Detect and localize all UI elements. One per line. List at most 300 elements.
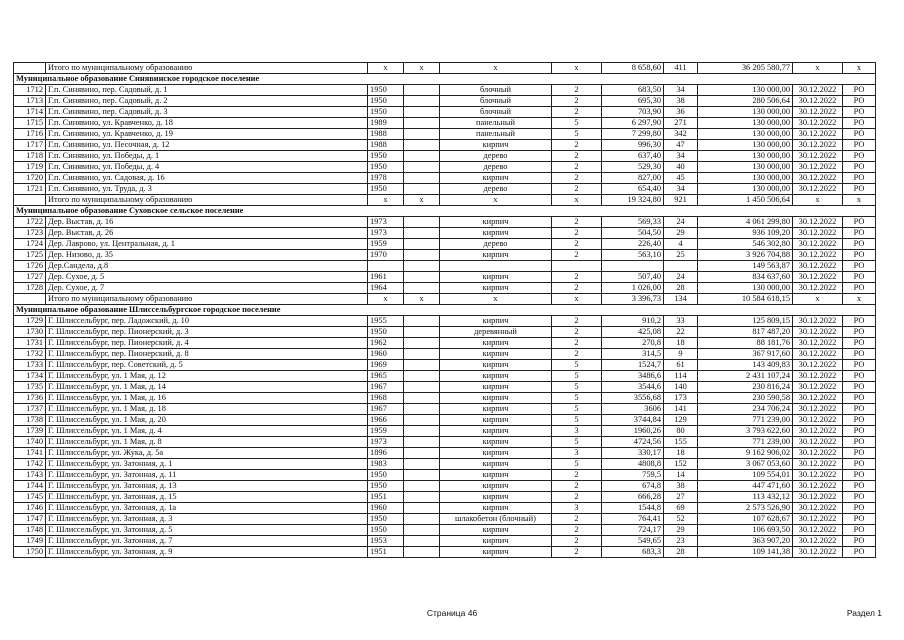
row-number-cell: 1730 [14, 327, 46, 338]
area-cell: 827,00 [602, 173, 664, 184]
cost-cell: 36 205 580,77 [698, 63, 793, 74]
row-number-cell: 1736 [14, 393, 46, 404]
reserved-cell: x [404, 294, 440, 305]
table-row [14, 140, 876, 151]
reserved-cell [404, 107, 440, 118]
method-cell: РО [843, 184, 876, 195]
table-row [14, 503, 876, 514]
row-number-cell: 1725 [14, 250, 46, 261]
build-year-cell: 1959 [368, 239, 404, 250]
cost-cell: 4 061 299,80 [698, 217, 793, 228]
address-cell: Дер. Выстав, д. 16 [46, 217, 368, 228]
cost-cell: 130 000,00 [698, 129, 793, 140]
table-row [14, 272, 876, 283]
method-cell: РО [843, 118, 876, 129]
build-year-cell: 1978 [368, 173, 404, 184]
floors-cell: 3 [552, 448, 602, 459]
row-number-cell: 1728 [14, 283, 46, 294]
row-number-cell: 1733 [14, 360, 46, 371]
wall-material-cell [440, 261, 552, 272]
build-year-cell: 1965 [368, 371, 404, 382]
deadline-cell: 30.12.2022 [793, 184, 843, 195]
reserved-cell [404, 404, 440, 415]
row-number-cell: 1719 [14, 162, 46, 173]
row-number-cell: 1713 [14, 96, 46, 107]
residents-cell: 155 [664, 437, 698, 448]
area-cell: 764,41 [602, 514, 664, 525]
cost-cell: 10 584 618,15 [698, 294, 793, 305]
build-year-cell: 1950 [368, 96, 404, 107]
area-cell: 425,08 [602, 327, 664, 338]
area-cell: 1 026,00 [602, 283, 664, 294]
deadline-cell: 30.12.2022 [793, 437, 843, 448]
area-cell: 3 396,73 [602, 294, 664, 305]
wall-material-cell: блочный [440, 96, 552, 107]
residents-cell: 173 [664, 393, 698, 404]
area-cell: 703,90 [602, 107, 664, 118]
cost-cell: 771 239,00 [698, 437, 793, 448]
reserved-cell [404, 382, 440, 393]
row-number-cell: 1735 [14, 382, 46, 393]
deadline-cell: 30.12.2022 [793, 217, 843, 228]
page-number: Страница 46 [426, 608, 478, 618]
area-cell: 683,3 [602, 547, 664, 558]
wall-material-cell: кирпич [440, 437, 552, 448]
table-row [14, 250, 876, 261]
address-cell: Г.п. Синявино, ул. Победы, д. 4 [46, 162, 368, 173]
method-cell: РО [843, 382, 876, 393]
table-row [14, 514, 876, 525]
build-year-cell: 1967 [368, 404, 404, 415]
wall-material-cell: кирпич [440, 371, 552, 382]
floors-cell: 2 [552, 217, 602, 228]
address-cell: Дер. Низово, д. 35 [46, 250, 368, 261]
wall-material-cell: кирпич [440, 140, 552, 151]
cost-cell: 771 239,00 [698, 415, 793, 426]
address-cell: Г. Шлиссельбург, пер. Советский, д. 5 [46, 360, 368, 371]
area-cell: 8 658,60 [602, 63, 664, 74]
build-year-cell: x [368, 195, 404, 206]
row-number-cell: 1744 [14, 481, 46, 492]
area-cell: 3544,6 [602, 382, 664, 393]
cost-cell: 363 907,20 [698, 536, 793, 547]
table-row [14, 481, 876, 492]
build-year-cell [368, 261, 404, 272]
build-year-cell: 1950 [368, 514, 404, 525]
area-cell: 683,50 [602, 85, 664, 96]
table-row [14, 327, 876, 338]
residents-cell: 152 [664, 459, 698, 470]
wall-material-cell: кирпич [440, 360, 552, 371]
cost-cell: 109 141,38 [698, 547, 793, 558]
row-number-cell: 1745 [14, 492, 46, 503]
residents-cell: 61 [664, 360, 698, 371]
address-cell: Г.п. Синявино, пер. Садовый, д. 2 [46, 96, 368, 107]
floors-cell: 2 [552, 492, 602, 503]
area-cell: 569,33 [602, 217, 664, 228]
row-number-cell: 1722 [14, 217, 46, 228]
wall-material-cell: шлакобетон (блочный) [440, 514, 552, 525]
build-year-cell: 1950 [368, 525, 404, 536]
residents-cell: 9 [664, 349, 698, 360]
row-number-cell: 1714 [14, 107, 46, 118]
area-cell: 654,40 [602, 184, 664, 195]
wall-material-cell: кирпич [440, 404, 552, 415]
floors-cell: 2 [552, 96, 602, 107]
area-cell: 3556,68 [602, 393, 664, 404]
build-year-cell: 1950 [368, 85, 404, 96]
wall-material-cell: деревянный [440, 327, 552, 338]
area-cell: 6 297,90 [602, 118, 664, 129]
row-number-cell: 1748 [14, 525, 46, 536]
build-year-cell: 1967 [368, 382, 404, 393]
residents-cell: 34 [664, 85, 698, 96]
floors-cell: 2 [552, 151, 602, 162]
method-cell: РО [843, 107, 876, 118]
residents-cell: 14 [664, 470, 698, 481]
build-year-cell: 1950 [368, 470, 404, 481]
table-row [14, 107, 876, 118]
cost-cell: 125 809,15 [698, 316, 793, 327]
build-year-cell: 1973 [368, 228, 404, 239]
build-year-cell: x [368, 294, 404, 305]
floors-cell: 2 [552, 338, 602, 349]
wall-material-cell: дерево [440, 162, 552, 173]
address-cell: Г. Шлиссельбург, ул. Затонная, д. 13 [46, 481, 368, 492]
area-cell: 724,17 [602, 525, 664, 536]
floors-cell: 2 [552, 184, 602, 195]
method-cell: РО [843, 481, 876, 492]
cost-cell: 113 432,12 [698, 492, 793, 503]
reserved-cell [404, 151, 440, 162]
deadline-cell: x [793, 195, 843, 206]
residents-cell: 27 [664, 492, 698, 503]
row-number-cell: 1729 [14, 316, 46, 327]
wall-material-cell: кирпич [440, 316, 552, 327]
wall-material-cell: панельный [440, 129, 552, 140]
method-cell: РО [843, 393, 876, 404]
address-cell: Г. Шлиссельбург, ул. 1 Мая, д. 4 [46, 426, 368, 437]
area-cell: 637,40 [602, 151, 664, 162]
reserved-cell [404, 514, 440, 525]
address-cell: Г. Шлиссельбург, ул. Затонная, д. 7 [46, 536, 368, 547]
address-cell: Г.п. Синявино, ул. Песочная, д. 12 [46, 140, 368, 151]
residents-cell: 25 [664, 250, 698, 261]
wall-material-cell: дерево [440, 184, 552, 195]
method-cell: РО [843, 514, 876, 525]
method-cell: РО [843, 437, 876, 448]
floors-cell: 5 [552, 437, 602, 448]
cost-cell: 230 816,24 [698, 382, 793, 393]
row-number-cell: 1747 [14, 514, 46, 525]
wall-material-cell: дерево [440, 239, 552, 250]
floors-cell: 5 [552, 382, 602, 393]
address-cell: Г. Шлиссельбург, ул. Затонная, д. 1а [46, 503, 368, 514]
wall-material-cell: кирпич [440, 448, 552, 459]
area-cell: 549,65 [602, 536, 664, 547]
method-cell: РО [843, 239, 876, 250]
reserved-cell [404, 173, 440, 184]
method-cell: x [843, 294, 876, 305]
row-number-cell: 1721 [14, 184, 46, 195]
floors-cell: 5 [552, 129, 602, 140]
cost-cell: 88 181,76 [698, 338, 793, 349]
address-cell: Г. Шлиссельбург, ул. Затонная, д. 15 [46, 492, 368, 503]
method-cell: РО [843, 217, 876, 228]
floors-cell: 2 [552, 316, 602, 327]
deadline-cell: 30.12.2022 [793, 426, 843, 437]
section-header-row [14, 206, 876, 217]
reserved-cell [404, 184, 440, 195]
residents-cell: 34 [664, 151, 698, 162]
floors-cell: 2 [552, 327, 602, 338]
section-label: Раздел 1 [846, 608, 882, 618]
deadline-cell: 30.12.2022 [793, 151, 843, 162]
method-cell: РО [843, 272, 876, 283]
floors-cell [552, 261, 602, 272]
address-cell: Итого по муниципальному образованию [46, 195, 368, 206]
row-number-cell: 1712 [14, 85, 46, 96]
residents-cell: 129 [664, 415, 698, 426]
reserved-cell [404, 272, 440, 283]
floors-cell: 2 [552, 349, 602, 360]
deadline-cell: 30.12.2022 [793, 173, 843, 184]
table-row [14, 382, 876, 393]
method-cell: РО [843, 96, 876, 107]
deadline-cell: 30.12.2022 [793, 547, 843, 558]
residents-cell: 29 [664, 525, 698, 536]
residents-cell: 24 [664, 217, 698, 228]
residents-cell: 38 [664, 96, 698, 107]
address-cell: Итого по муниципальному образованию [46, 63, 368, 74]
area-cell [602, 261, 664, 272]
row-number-cell: 1720 [14, 173, 46, 184]
row-number-cell: 1723 [14, 228, 46, 239]
reserved-cell [404, 327, 440, 338]
method-cell: x [843, 63, 876, 74]
build-year-cell: 1962 [368, 338, 404, 349]
address-cell: Г. Шлиссельбург, ул. Затонная, д. 3 [46, 514, 368, 525]
cost-cell: 936 109,20 [698, 228, 793, 239]
address-cell: Г. Шлиссельбург, ул. 1 Мая, д. 12 [46, 371, 368, 382]
wall-material-cell: кирпич [440, 481, 552, 492]
wall-material-cell: кирпич [440, 470, 552, 481]
residents-cell: 47 [664, 140, 698, 151]
cost-cell: 130 000,00 [698, 85, 793, 96]
address-cell: Г. Шлиссельбург, ул. Затонная, д. 11 [46, 470, 368, 481]
method-cell: РО [843, 250, 876, 261]
deadline-cell: 30.12.2022 [793, 316, 843, 327]
reserved-cell [404, 118, 440, 129]
area-cell: 529,30 [602, 162, 664, 173]
address-cell: Дер. Сухое, д. 5 [46, 272, 368, 283]
row-number-cell: 1737 [14, 404, 46, 415]
build-year-cell: 1968 [368, 393, 404, 404]
table-row [14, 360, 876, 371]
address-cell: Г. Шлиссельбург, ул. Затонная, д. 9 [46, 547, 368, 558]
total-row [14, 195, 876, 206]
floors-cell: 2 [552, 481, 602, 492]
cost-cell: 367 917,60 [698, 349, 793, 360]
build-year-cell: 1951 [368, 547, 404, 558]
method-cell: РО [843, 162, 876, 173]
reserved-cell [404, 492, 440, 503]
method-cell: РО [843, 129, 876, 140]
address-cell: Г. Шлиссельбург, ул. Жука, д. 5а [46, 448, 368, 459]
deadline-cell: 30.12.2022 [793, 349, 843, 360]
address-cell: Г.п. Синявино, ул. Садовая, д. 16 [46, 173, 368, 184]
area-cell: 4724,56 [602, 437, 664, 448]
row-number-cell: 1718 [14, 151, 46, 162]
deadline-cell: 30.12.2022 [793, 525, 843, 536]
build-year-cell: 1988 [368, 140, 404, 151]
build-year-cell: 1960 [368, 349, 404, 360]
area-cell: 3744,84 [602, 415, 664, 426]
method-cell: РО [843, 525, 876, 536]
wall-material-cell: кирпич [440, 459, 552, 470]
reserved-cell [404, 426, 440, 437]
cost-cell: 3 926 704,88 [698, 250, 793, 261]
build-year-cell: 1951 [368, 492, 404, 503]
floors-cell: 2 [552, 85, 602, 96]
floors-cell: x [552, 195, 602, 206]
cost-cell: 130 000,00 [698, 140, 793, 151]
cost-cell: 1 450 506,64 [698, 195, 793, 206]
reserved-cell [404, 239, 440, 250]
area-cell: 1524,7 [602, 360, 664, 371]
build-year-cell: x [368, 63, 404, 74]
table-row [14, 316, 876, 327]
wall-material-cell: кирпич [440, 415, 552, 426]
address-cell: Г. Шлиссельбург, ул. 1 Мая, д. 8 [46, 437, 368, 448]
deadline-cell: 30.12.2022 [793, 514, 843, 525]
method-cell: РО [843, 327, 876, 338]
table-row [14, 525, 876, 536]
deadline-cell: 30.12.2022 [793, 338, 843, 349]
area-cell: 1544,8 [602, 503, 664, 514]
row-number-cell: 1743 [14, 470, 46, 481]
row-number-cell: 1750 [14, 547, 46, 558]
cost-cell: 107 628,67 [698, 514, 793, 525]
table-row [14, 404, 876, 415]
cost-cell: 3 067 053,60 [698, 459, 793, 470]
cost-cell: 130 000,00 [698, 162, 793, 173]
address-cell: Г. Шлиссельбург, пер. Пионерский, д. 4 [46, 338, 368, 349]
wall-material-cell: кирпич [440, 338, 552, 349]
method-cell: РО [843, 349, 876, 360]
area-cell: 4808,8 [602, 459, 664, 470]
wall-material-cell: кирпич [440, 173, 552, 184]
residents-cell: 134 [664, 294, 698, 305]
wall-material-cell: кирпич [440, 217, 552, 228]
deadline-cell: 30.12.2022 [793, 382, 843, 393]
residents-cell: 69 [664, 503, 698, 514]
address-cell: Г. Шлиссельбург, пер. Пионерский, д. 8 [46, 349, 368, 360]
deadline-cell: 30.12.2022 [793, 536, 843, 547]
cost-cell: 106 693,50 [698, 525, 793, 536]
method-cell: РО [843, 547, 876, 558]
cost-cell: 130 000,00 [698, 151, 793, 162]
method-cell: РО [843, 536, 876, 547]
wall-material-cell: кирпич [440, 349, 552, 360]
wall-material-cell: блочный [440, 107, 552, 118]
table-row [14, 184, 876, 195]
cost-cell: 834 637,60 [698, 272, 793, 283]
deadline-cell: 30.12.2022 [793, 492, 843, 503]
deadline-cell: 30.12.2022 [793, 415, 843, 426]
address-cell: Дер.Сандела, д.8 [46, 261, 368, 272]
floors-cell: 5 [552, 404, 602, 415]
area-cell: 996,30 [602, 140, 664, 151]
reserved-cell [404, 360, 440, 371]
area-cell: 314,5 [602, 349, 664, 360]
floors-cell: 2 [552, 525, 602, 536]
build-year-cell: 1970 [368, 250, 404, 261]
floors-cell: 2 [552, 140, 602, 151]
cost-cell: 9 162 906,02 [698, 448, 793, 459]
cost-cell: 130 000,00 [698, 283, 793, 294]
reserved-cell [404, 470, 440, 481]
wall-material-cell: дерево [440, 151, 552, 162]
deadline-cell: 30.12.2022 [793, 239, 843, 250]
area-cell: 7 299,80 [602, 129, 664, 140]
deadline-cell: 30.12.2022 [793, 404, 843, 415]
cost-cell: 447 471,60 [698, 481, 793, 492]
method-cell: РО [843, 228, 876, 239]
reserved-cell [404, 338, 440, 349]
table-row [14, 283, 876, 294]
method-cell: РО [843, 426, 876, 437]
reserved-cell [404, 217, 440, 228]
address-cell: Г. Шлиссельбург, ул. 1 Мая, д. 18 [46, 404, 368, 415]
wall-material-cell: кирпич [440, 382, 552, 393]
floors-cell: 5 [552, 415, 602, 426]
residents-cell: 22 [664, 327, 698, 338]
reserved-cell [404, 129, 440, 140]
residents-cell: 34 [664, 184, 698, 195]
reserved-cell [404, 415, 440, 426]
area-cell: 19 324,80 [602, 195, 664, 206]
residents-cell: 33 [664, 316, 698, 327]
row-number-cell: 1738 [14, 415, 46, 426]
reserved-cell [404, 547, 440, 558]
address-cell: Г.п. Синявино, ул. Кравченко, д. 18 [46, 118, 368, 129]
build-year-cell: 1950 [368, 107, 404, 118]
deadline-cell: 30.12.2022 [793, 261, 843, 272]
table-row [14, 426, 876, 437]
floors-cell: 3 [552, 503, 602, 514]
reserved-cell [404, 349, 440, 360]
build-year-cell: 1988 [368, 129, 404, 140]
section-header-row [14, 305, 876, 316]
build-year-cell: 1959 [368, 426, 404, 437]
row-number-cell: 1724 [14, 239, 46, 250]
address-cell: Г. Шлиссельбург, ул. Затонная, д. 1 [46, 459, 368, 470]
method-cell: РО [843, 85, 876, 96]
table-row [14, 338, 876, 349]
table-row [14, 349, 876, 360]
table-row [14, 415, 876, 426]
method-cell: РО [843, 316, 876, 327]
method-cell: РО [843, 173, 876, 184]
deadline-cell: 30.12.2022 [793, 140, 843, 151]
reserved-cell [404, 448, 440, 459]
method-cell: РО [843, 261, 876, 272]
cost-cell: 2 573 526,90 [698, 503, 793, 514]
deadline-cell: 30.12.2022 [793, 393, 843, 404]
section-title: Муниципальное образование Шлиссельбургское городское поселение [14, 305, 876, 316]
build-year-cell: 1950 [368, 327, 404, 338]
